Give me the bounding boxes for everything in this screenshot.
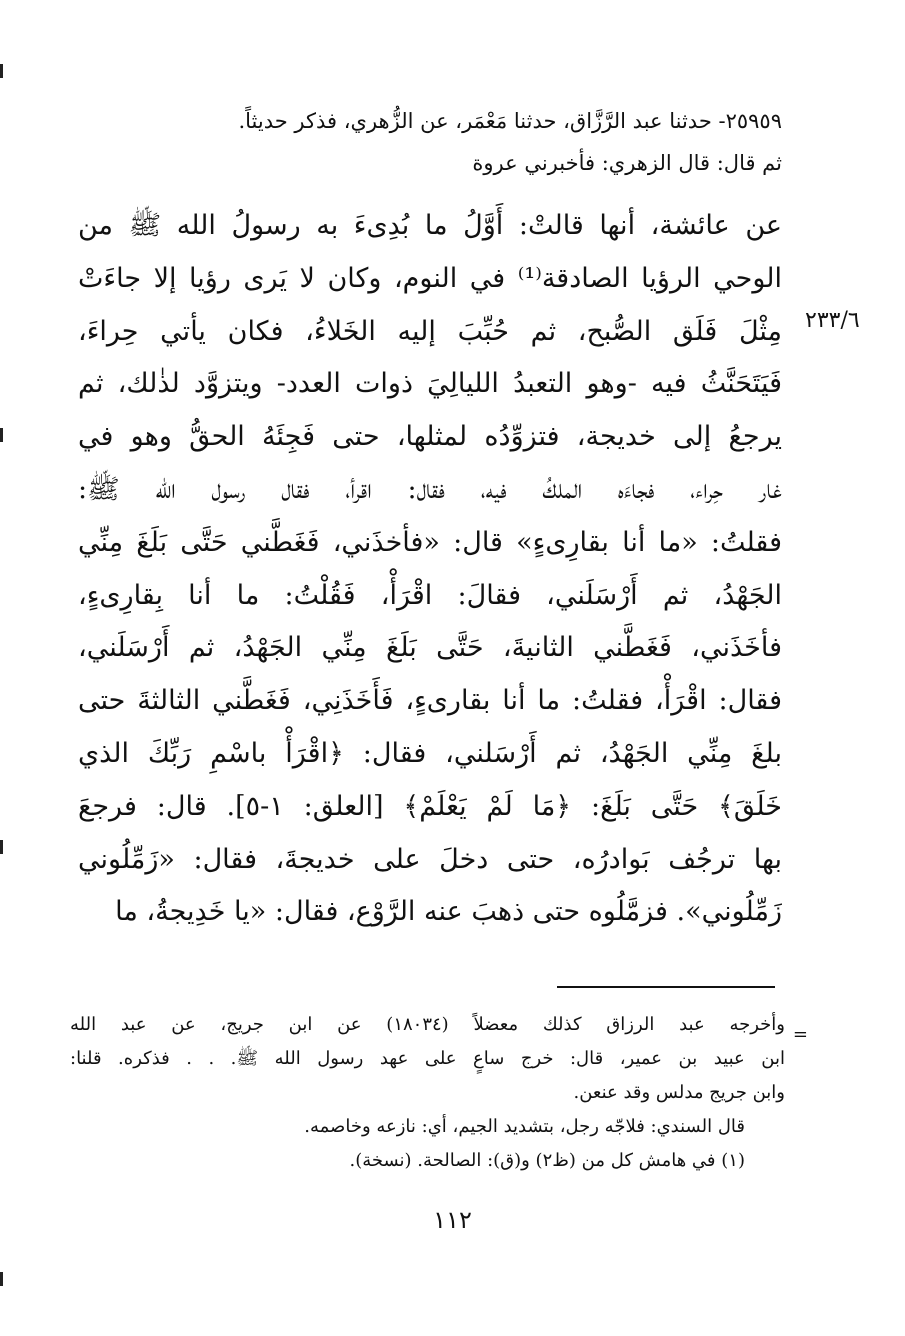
body-line: فقال: اقْرَأْ، فقلتُ: ما أنا بقارىءٍ، فَأَخَذَنِي، فَغَطَّني الثالثةَ حتى: [78, 685, 782, 717]
footnote-line: وابن جريج مدلس وقد عنعن.: [573, 1082, 785, 1103]
header-line: ٢٥٩٥٩- حدثنا عبد الرَّزَّاق، حدثنا مَعْمَر، عن الزُّهري، فذكر حديثاً.: [238, 109, 782, 133]
footnote-continuation-mark: =: [792, 1024, 808, 1045]
body-line: فقلتُ: «ما أنا بقارِىءٍ» قال: «فأخذَني، فَغَطَّني حَتَّى بَلَغَ مِنِّي: [78, 526, 782, 558]
body-line: خَلَقَ﴾ حَتَّى بَلَغَ: ﴿مَا لَمْ يَعْلَمْ﴾ [العلق: ١-٥]. قال: فرجعَ: [78, 790, 782, 822]
body-line: عن عائشة، أنها قالتْ: أَوَّلُ ما بُدِىءَ به رسولُ الله ﷺ من: [78, 210, 782, 241]
scan-edge-mark: [0, 64, 3, 78]
body-line: غار حِراء، فجاءَه الملكُ فيه، فقال: اقرأ، فقال رسول الله ﷺ:: [78, 473, 782, 505]
hadith-header: [150, 100, 782, 184]
footnotes: [70, 1008, 808, 1178]
scan-edge-mark: [0, 1272, 3, 1286]
scan-edge-mark: [0, 840, 3, 854]
body-line: بها ترجُف بَوادرُه، حتى دخلَ على خديجةَ، فقال: «زَمِّلُوني: [78, 843, 782, 875]
body-line: بلغَ مِنِّي الجَهْدُ، ثم أَرْسَلني، فقال: ﴿اقْرَأْ باسْمِ رَبِّكَ الذي: [78, 737, 782, 769]
footnote-1: (١) في هامش كل من (ظ٢) و(ق): الصالحة. (نسخة).: [349, 1150, 745, 1171]
hadith-body-text: [78, 200, 782, 939]
body-line: يرجعُ إلى خديجة، فتزوِّدُه لمثلها، حتى فَجِئَهُ الحقُّ وهو في: [78, 421, 782, 453]
header-line: ثم قال: قال الزهري: فأخبرني عروة: [472, 151, 782, 175]
page-number: ١١٢: [433, 1206, 472, 1234]
margin-volume-page-reference: ٢٣٣/٦: [805, 308, 860, 333]
body-line: الوحي الرؤيا الصادقة⁽¹⁾ في النوم، وكان لا يَرى رؤيا إلا جاءَتْ: [78, 262, 782, 294]
body-line: فأخَذَني، فَغَطَّني الثانيةَ، حَتَّى بَلَغَ مِنِّي الجَهْدُ، ثم أَرْسَلَني،: [78, 632, 782, 664]
body-line: الجَهْدُ، ثم أَرْسَلَني، فقالَ: اقْرَأْ، فَقُلْتُ: ما أنا بِقارِىءٍ،: [78, 579, 782, 611]
body-line: مِثْلَ فَلَق الصُّبح، ثم حُبِّبَ إليه الخَلاءُ، فكان يأتي حِراءَ،: [78, 315, 782, 347]
body-line: زَمِّلُوني». فزمَّلُوه حتى ذهبَ عنه الرَّوْع، فقال: «يا خَدِيجةُ، ما: [115, 896, 782, 928]
footnote-separator-rule: [557, 986, 775, 988]
footnote-sindi-note: قال السندي: فلاجّه رجل، بتشديد الجيم، أي: نازعه وخاصمه.: [304, 1116, 745, 1137]
scan-edge-mark: [0, 428, 3, 442]
footnote-line: ابن عبيد بن عمير، قال: خرج ساعٍ على عهد رسول الله ﷺ. . . فذكره. قلنا:: [70, 1048, 785, 1069]
footnote-line: وأخرجه عبد الرزاق كذلك معضلاً (١٨٠٣٤) عن ابن جريج، عن عبد الله: [70, 1014, 786, 1035]
body-line: فَيَتَحَنَّثُ فيه -وهو التعبدُ الليالِيَ ذوات العدد- ويتزوَّد لذٰلك، ثم: [78, 368, 782, 400]
